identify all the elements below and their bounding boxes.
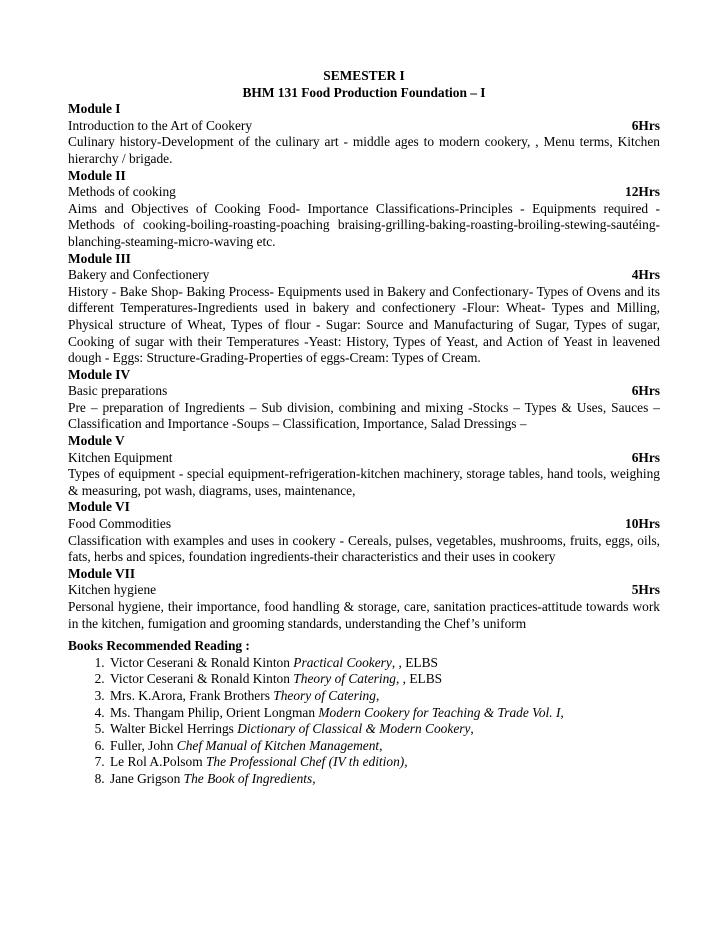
module-topic-row	[68, 267, 660, 284]
book-author: Victor Ceserani & Ronald Kinton	[110, 671, 294, 687]
module-description: Pre – preparation of Ingredients – Sub division, combining and mixing -Stocks – Types & Uses, Sauces – Classification and Importance -Soups – Classification, Importance, Salad Dressings –	[68, 399, 660, 432]
module-topic-row	[68, 184, 660, 201]
module-topic: Methods of cooking	[68, 184, 176, 200]
books-heading: Books Recommended Reading :	[68, 638, 250, 654]
module-description: Personal hygiene, their importance, food handling & storage, care, sanitation practices-attitude towards work in the kitchen, fumigation and grooming standards, understanding the Chef’s uniform	[68, 599, 660, 631]
book-suffix: ,	[375, 687, 380, 703]
books-list	[68, 655, 660, 788]
module-section	[68, 251, 660, 367]
book-suffix: , , ELBS	[395, 671, 443, 687]
module-topic: Basic preparations	[68, 383, 168, 399]
module-hours: 12Hrs	[625, 184, 660, 200]
course-title: BHM 131 Food Production Foundation – I	[242, 84, 486, 100]
module-hours: 6Hrs	[631, 383, 660, 399]
book-author: Mrs. K.Arora, Frank Brothers	[110, 687, 274, 703]
module-label: Module I	[68, 101, 121, 117]
module-section	[68, 499, 660, 565]
module-section	[68, 101, 660, 167]
book-item	[108, 655, 660, 672]
module-description: Aims and Objectives of Cooking Food- Importance Classifications-Principles - Equipments required - Methods of cooking-boiling-roasting-poaching braising-grilling-baking-roasting-broiling-stewing-sautéing-blanching-steaming-micro-waving etc.	[68, 200, 660, 249]
book-author: Le Rol A.Polsom	[110, 754, 206, 770]
book-title: The Professional Chef (IV th edition),	[205, 754, 408, 770]
module-label: Module V	[68, 433, 125, 449]
module-description: History - Bake Shop- Baking Process- Equipments used in Bakery and Confectionary- Types of Ovens and its different Temperatures-Ingredients used in bakery and confectionery -Flour: Wheat- Types and Milling, Physical structure of Wheat, Types of flour - Sugar: Source and Manufacturing of Sugar, Types of sugar, Cooking of sugar with their Temperatures -Yeast: History, Types of Yeast, and Action of Yeast in leavened dough - Eggs: Structure-Grading-Properties of eggs-Cream: Types of Cream.	[68, 283, 660, 366]
module-topic-row	[68, 118, 660, 135]
book-title: Dictionary of Classical & Modern Cookery	[237, 721, 471, 737]
module-description: Classification with examples and uses in cookery - Cereals, pulses, vegetables, mushrooms, fruits, eggs, oils, fats, herbs and spices, foundation ingredients-their characteristics and their uses in cookery	[68, 532, 660, 565]
module-topic: Food Commodities	[68, 516, 172, 532]
book-title: Chef Manual of Kitchen Management	[176, 737, 380, 753]
semester-heading: SEMESTER I	[323, 68, 405, 83]
module-section	[68, 367, 660, 433]
book-suffix: , , ELBS	[391, 654, 438, 670]
book-item	[108, 754, 660, 771]
book-item	[108, 738, 660, 755]
module-topic: Bakery and Confectionery	[68, 267, 210, 283]
module-hours: 6Hrs	[631, 117, 660, 133]
module-section	[68, 168, 660, 251]
book-title: Practical Cookery	[293, 654, 392, 670]
module-label: Module VI	[68, 499, 130, 515]
book-author: Victor Ceserani & Ronald Kinton	[110, 654, 294, 670]
book-title: Theory of Catering	[273, 687, 376, 703]
book-item	[108, 688, 660, 705]
module-description: Types of equipment - special equipment-refrigeration-kitchen machinery, storage tables, hand tools, weighing & measuring, pot wash, diagrams, uses, maintenance,	[68, 466, 660, 498]
book-author: Fuller, John	[110, 737, 177, 753]
book-item	[108, 671, 660, 688]
module-topic: Kitchen hygiene	[68, 582, 157, 598]
module-topic-row	[68, 516, 660, 533]
book-item	[108, 721, 660, 738]
document-page	[68, 68, 660, 788]
module-topic-row	[68, 582, 660, 599]
book-item	[108, 771, 660, 788]
module-topic: Introduction to the Art of Cookery	[68, 117, 253, 133]
book-suffix: ,	[379, 737, 383, 753]
module-label: Module VII	[68, 565, 136, 581]
book-author: Jane Grigson	[110, 770, 184, 786]
module-section	[68, 566, 660, 632]
module-label: Module IV	[68, 366, 131, 382]
book-item	[108, 705, 660, 722]
book-suffix: ,	[470, 721, 474, 737]
module-hours: 5Hrs	[631, 582, 660, 598]
module-topic-row	[68, 450, 660, 467]
module-section	[68, 433, 660, 499]
module-hours: 4Hrs	[631, 267, 660, 283]
module-topic-row	[68, 383, 660, 400]
module-hours: 6Hrs	[631, 449, 660, 465]
module-label: Module II	[68, 167, 126, 183]
book-title: The Book of Ingredients,	[183, 770, 316, 786]
module-label: Module III	[68, 250, 131, 266]
book-title: Theory of Catering	[293, 671, 396, 687]
module-description: Culinary history-Development of the culinary art - middle ages to modern cookery, , Menu terms, Kitchen hierarchy / brigade.	[68, 134, 660, 166]
book-title: Modern Cookery for Teaching & Trade Vol. I,	[318, 704, 564, 720]
module-hours: 10Hrs	[625, 516, 660, 532]
book-author: Walter Bickel Herrings	[110, 721, 238, 737]
module-topic: Kitchen Equipment	[68, 449, 173, 465]
book-author: Ms. Thangam Philip, Orient Longman	[110, 704, 319, 720]
